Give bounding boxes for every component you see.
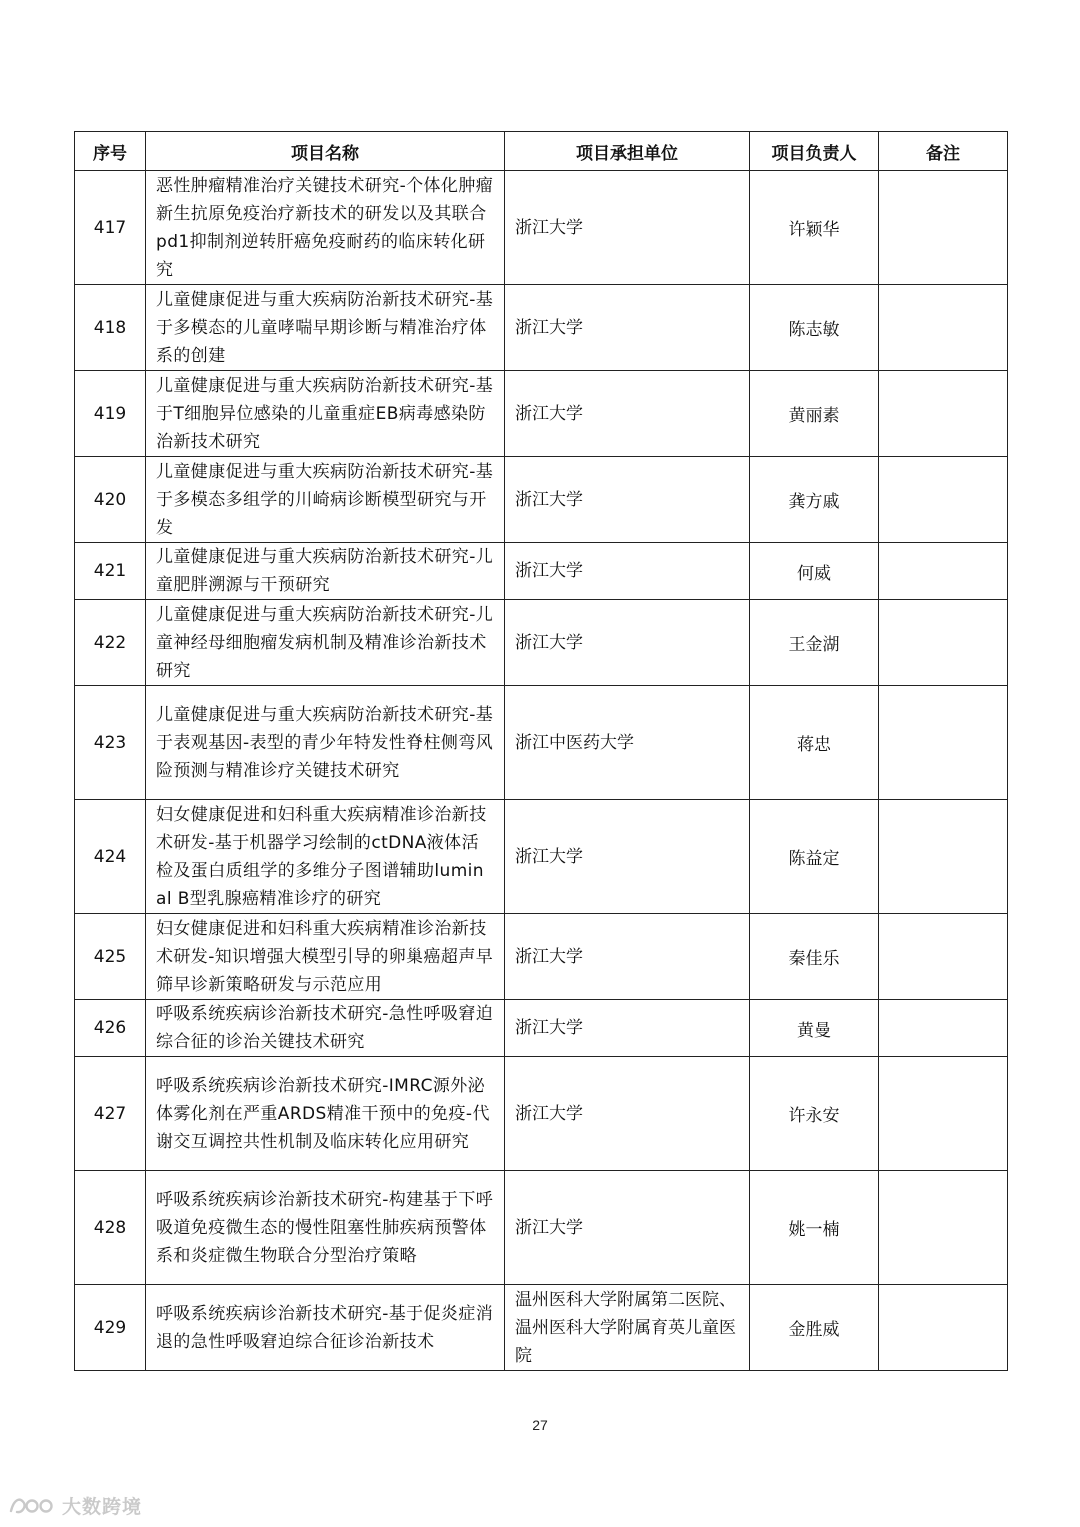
row-project-name: 儿童健康促进与重大疾病防治新技术研究-儿童神经母细胞瘤发病机制及精准诊治新技术研究	[146, 600, 505, 686]
row-index: 429	[75, 1285, 146, 1371]
row-leader: 姚一楠	[750, 1171, 879, 1285]
row-note	[879, 914, 1008, 1000]
row-index: 419	[75, 371, 146, 457]
row-leader: 金胜威	[750, 1285, 879, 1371]
row-project-name: 儿童健康促进与重大疾病防治新技术研究-儿童肥胖溯源与干预研究	[146, 543, 505, 600]
table-row	[75, 1285, 1008, 1371]
row-index: 422	[75, 600, 146, 686]
row-project-name: 儿童健康促进与重大疾病防治新技术研究-基于多模态的儿童哮喘早期诊断与精准治疗体系的创建	[146, 285, 505, 371]
row-project-name: 妇女健康促进和妇科重大疾病精准诊治新技术研发-基于机器学习绘制的ctDNA液体活检及蛋白质组学的多维分子图谱辅助luminal B型乳腺癌精准诊疗的研究	[146, 800, 505, 914]
row-note	[879, 1057, 1008, 1171]
row-note	[879, 457, 1008, 543]
table-row	[75, 285, 1008, 371]
row-index: 427	[75, 1057, 146, 1171]
row-index: 426	[75, 1000, 146, 1057]
row-unit: 温州医科大学附属第二医院、温州医科大学附属育英儿童医院	[505, 1285, 750, 1371]
row-note	[879, 371, 1008, 457]
header-index: 序号	[75, 132, 146, 171]
row-unit: 浙江大学	[505, 600, 750, 686]
row-project-name: 儿童健康促进与重大疾病防治新技术研究-基于多模态多组学的川崎病诊断模型研究与开发	[146, 457, 505, 543]
table-header-row	[75, 132, 1008, 171]
row-index: 424	[75, 800, 146, 914]
row-leader: 何威	[750, 543, 879, 600]
row-index: 425	[75, 914, 146, 1000]
row-unit: 浙江大学	[505, 285, 750, 371]
table-row	[75, 543, 1008, 600]
header-unit: 项目承担单位	[505, 132, 750, 171]
row-project-name: 儿童健康促进与重大疾病防治新技术研究-基于T细胞异位感染的儿童重症EB病毒感染防治新技术研究	[146, 371, 505, 457]
header-name: 项目名称	[146, 132, 505, 171]
row-leader: 黄丽素	[750, 371, 879, 457]
project-table	[74, 131, 1008, 1371]
row-unit: 浙江大学	[505, 1000, 750, 1057]
row-leader: 王金湖	[750, 600, 879, 686]
row-leader: 陈志敏	[750, 285, 879, 371]
row-leader: 龚方戚	[750, 457, 879, 543]
row-leader: 蒋忠	[750, 686, 879, 800]
row-leader: 陈益定	[750, 800, 879, 914]
row-note	[879, 285, 1008, 371]
table-row	[75, 371, 1008, 457]
row-note	[879, 543, 1008, 600]
row-project-name: 儿童健康促进与重大疾病防治新技术研究-基于表观基因-表型的青少年特发性脊柱侧弯风险预测与精准诊疗关键技术研究	[146, 686, 505, 800]
row-note	[879, 600, 1008, 686]
row-index: 420	[75, 457, 146, 543]
table-row	[75, 457, 1008, 543]
watermark	[8, 1490, 142, 1520]
table-row	[75, 1000, 1008, 1057]
row-index: 428	[75, 1171, 146, 1285]
row-project-name: 恶性肿瘤精准治疗关键技术研究-个体化肿瘤新生抗原免疫治疗新技术的研发以及其联合pd1抑制剂逆转肝癌免疫耐药的临床转化研究	[146, 171, 505, 285]
row-project-name: 呼吸系统疾病诊治新技术研究-IMRC源外泌体雾化剂在严重ARDS精准干预中的免疫-代谢交互调控共性机制及临床转化应用研究	[146, 1057, 505, 1171]
table-row	[75, 686, 1008, 800]
header-leader: 项目负责人	[750, 132, 879, 171]
row-index: 423	[75, 686, 146, 800]
table-row	[75, 600, 1008, 686]
row-unit: 浙江大学	[505, 914, 750, 1000]
row-index: 421	[75, 543, 146, 600]
row-leader: 许永安	[750, 1057, 879, 1171]
row-index: 418	[75, 285, 146, 371]
row-note	[879, 686, 1008, 800]
row-project-name: 呼吸系统疾病诊治新技术研究-急性呼吸窘迫综合征的诊治关键技术研究	[146, 1000, 505, 1057]
logo-icon	[8, 1493, 56, 1517]
row-unit: 浙江大学	[505, 171, 750, 285]
table-row	[75, 1057, 1008, 1171]
header-note: 备注	[879, 132, 1008, 171]
row-unit: 浙江大学	[505, 371, 750, 457]
row-unit: 浙江大学	[505, 543, 750, 600]
row-note	[879, 1285, 1008, 1371]
row-project-name: 妇女健康促进和妇科重大疾病精准诊治新技术研发-知识增强大模型引导的卵巢癌超声早筛早诊新策略研发与示范应用	[146, 914, 505, 1000]
row-note	[879, 1000, 1008, 1057]
page-number: 27	[532, 1417, 548, 1433]
row-unit: 浙江中医药大学	[505, 686, 750, 800]
row-note	[879, 800, 1008, 914]
row-unit: 浙江大学	[505, 1057, 750, 1171]
row-note	[879, 1171, 1008, 1285]
row-unit: 浙江大学	[505, 457, 750, 543]
row-leader: 许颖华	[750, 171, 879, 285]
table-row	[75, 914, 1008, 1000]
row-leader: 秦佳乐	[750, 914, 879, 1000]
table-row	[75, 800, 1008, 914]
row-leader: 黄曼	[750, 1000, 879, 1057]
row-project-name: 呼吸系统疾病诊治新技术研究-基于促炎症消退的急性呼吸窘迫综合征诊治新技术	[146, 1285, 505, 1371]
row-unit: 浙江大学	[505, 1171, 750, 1285]
watermark-text: 大数跨境	[62, 1495, 143, 1518]
table-row	[75, 1171, 1008, 1285]
row-unit: 浙江大学	[505, 800, 750, 914]
row-project-name: 呼吸系统疾病诊治新技术研究-构建基于下呼吸道免疫微生态的慢性阻塞性肺疾病预警体系和炎症微生物联合分型治疗策略	[146, 1171, 505, 1285]
table-row	[75, 171, 1008, 285]
row-index: 417	[75, 171, 146, 285]
row-note	[879, 171, 1008, 285]
